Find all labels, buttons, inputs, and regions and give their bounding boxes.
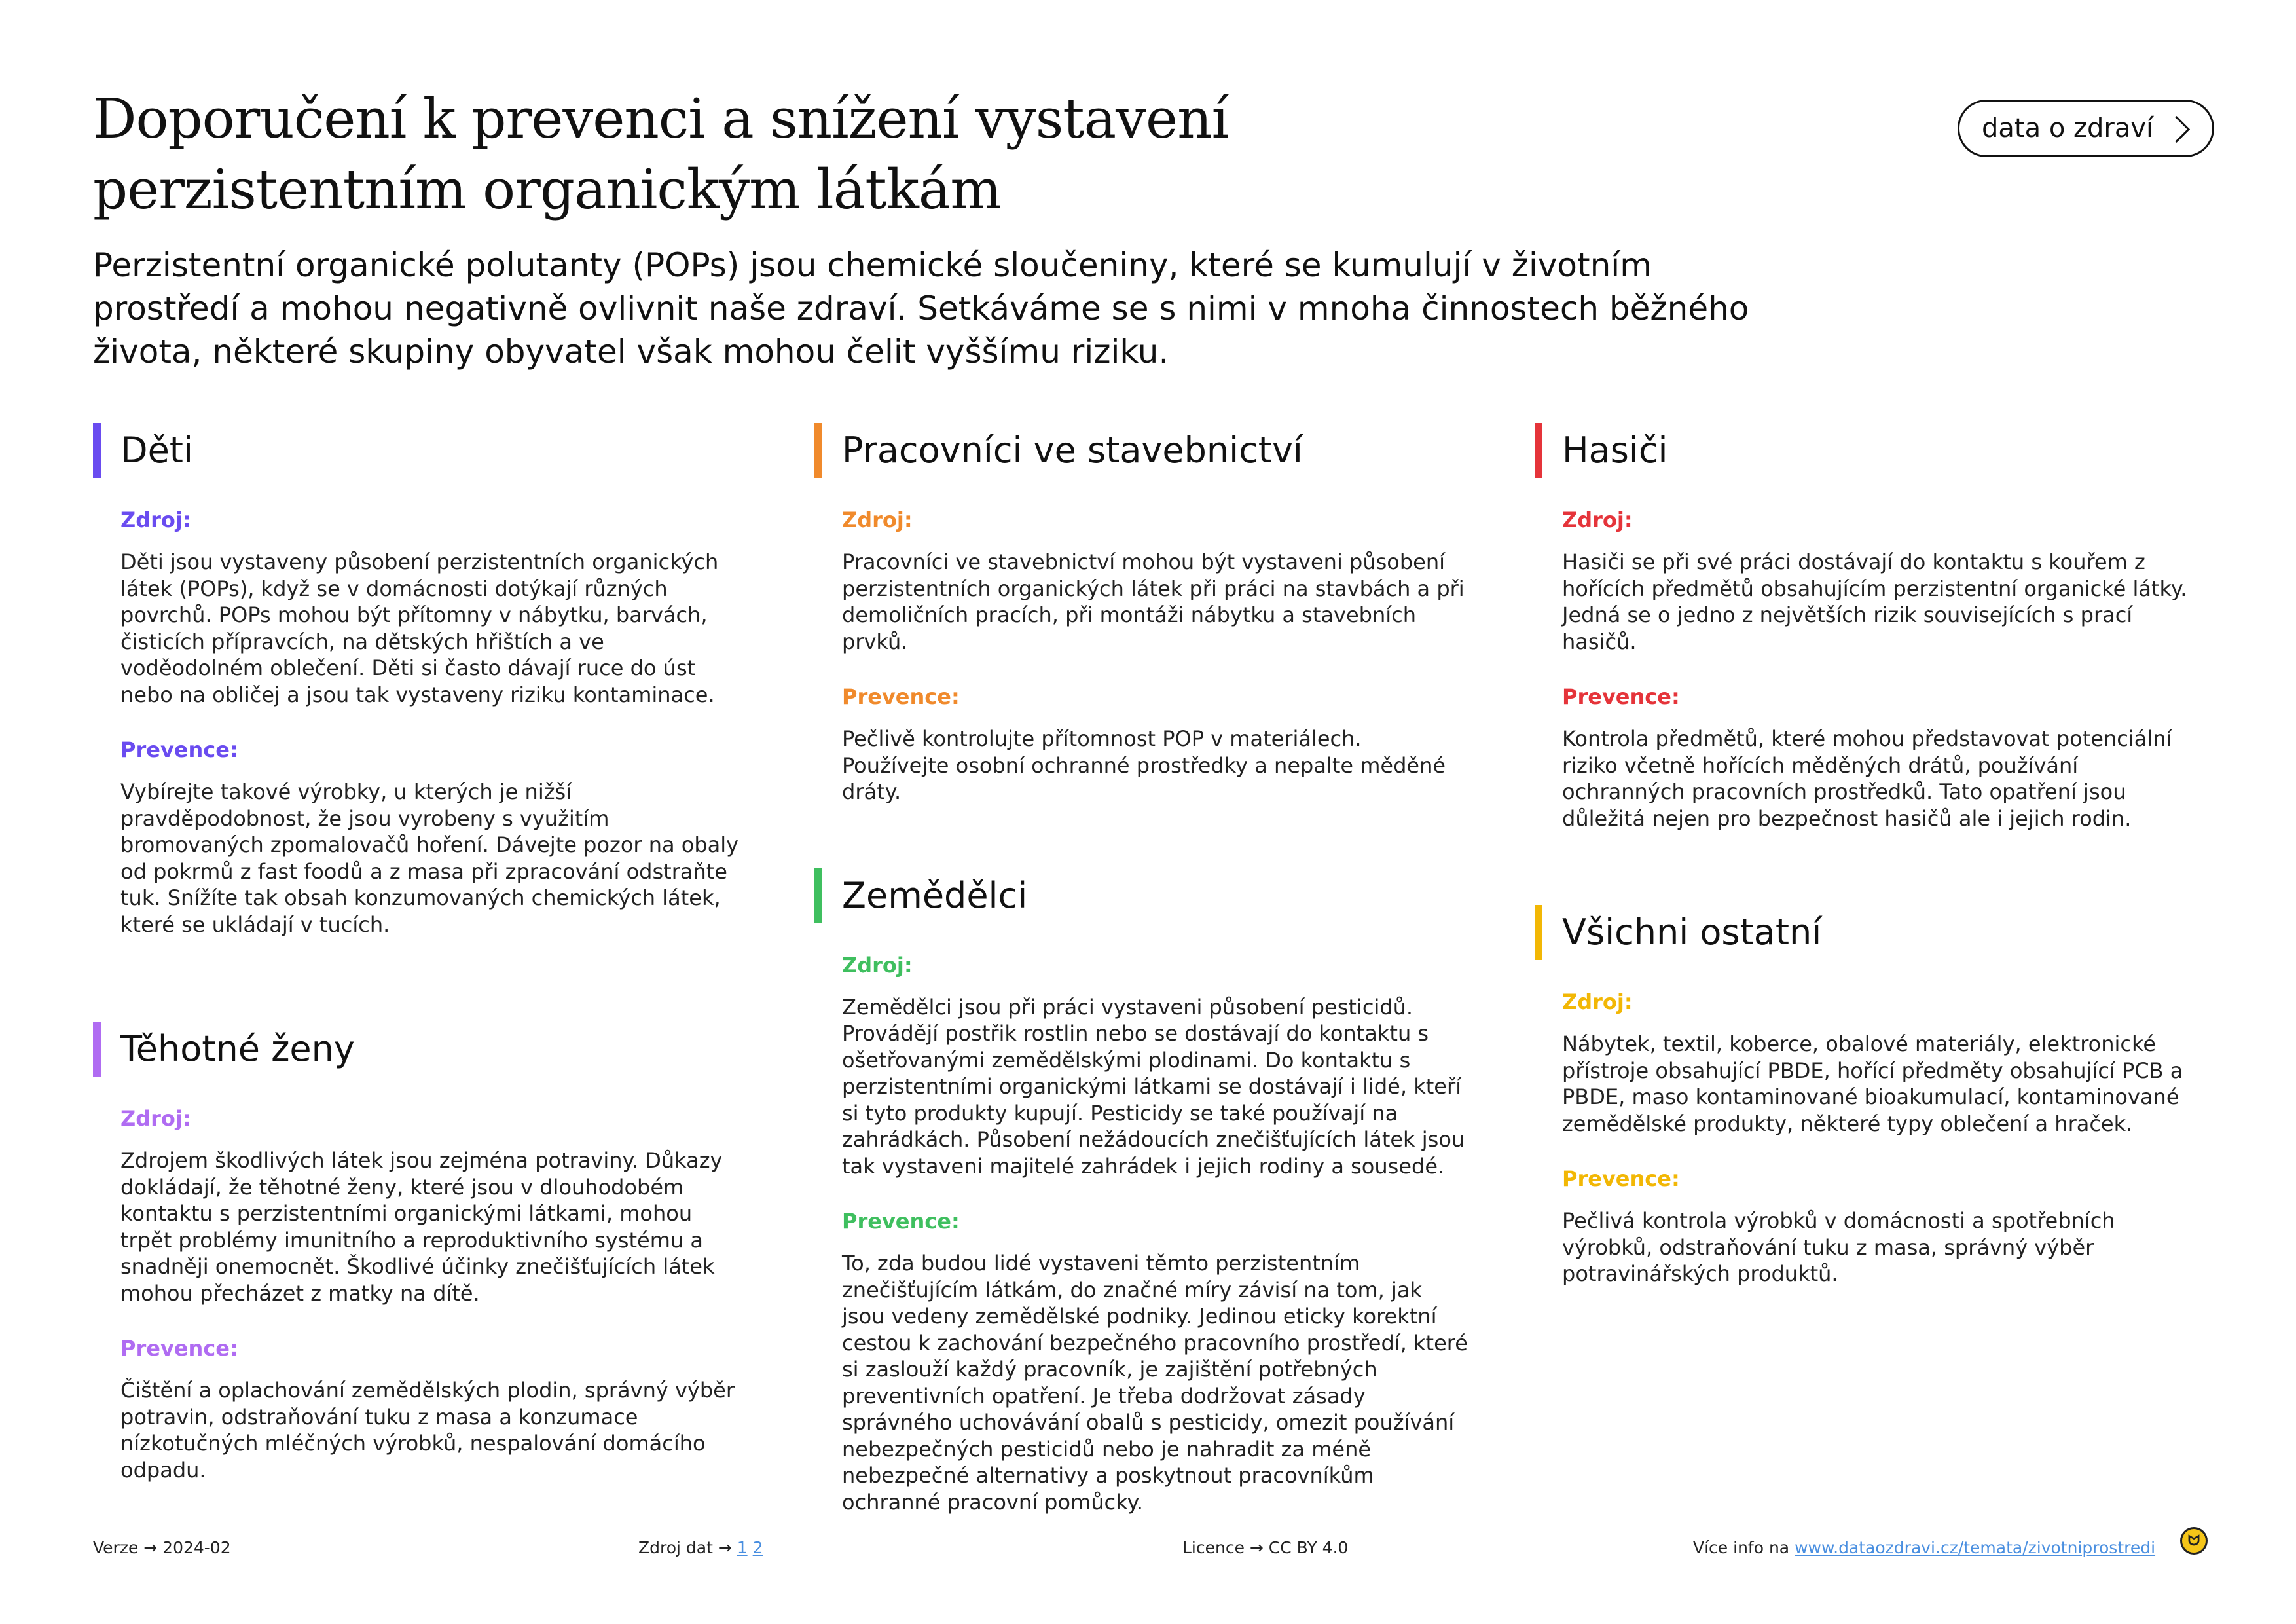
source-text: Zdrojem škodlivých látek jsou zejména potraviny. Důkazy dokládají, že těhotné ženy, které jsou v dlouhodobém kontaktu s perzistentními organickými látkami, mohou trpět problémy imunitního a reproduktivního systému a snadněji onemocnět. Škodlivé účinky znečišťujících látek mohou přecházet z matky na dítě. (120, 1148, 723, 1306)
footer-more-info (1693, 1538, 2155, 1559)
section-title: Těhotné ženy (120, 1028, 355, 1069)
section-title: Pracovníci ve stavebnictví (842, 430, 1303, 471)
prevention-label: Prevence: (842, 1209, 960, 1234)
intro-text: Perzistentní organické polutanty (POPs) jsou chemické sloučeniny, které se kumulují v životním prostředí a mohou negativně ovlivnit naše zdraví. Setkáváme se s nimi v mnoha činnostech běžného života, některé skupiny obyvatel však mohou čelit vyššímu riziku. (93, 246, 1749, 371)
source-label: Zdroj: (120, 1106, 191, 1131)
more-info-prefix: Více info na (1693, 1538, 1790, 1557)
section-accent-bar (93, 1022, 101, 1077)
prevention-text: Vybírejte takové výrobky, u kterých je nižší pravděpodobnost, že jsou vyrobeny s využitím bromovaných zpomalovačů hoření. Dávejte pozor na obaly od pokrmů z fast foodů a z masa při zpracování odstraňte tuk. Snížíte tak obsah konzumovaných chemických látek, které se ukládají v tucích. (120, 779, 739, 937)
prevention-label: Prevence: (842, 684, 960, 709)
section-title: Hasiči (1562, 430, 1668, 471)
source-label: Zdroj: (120, 507, 191, 532)
prevention-text: Kontrola předmětů, které mohou představovat potenciální riziko včetně hořících měděných drátů, používání ochranných pracovních prostředků. Tato opatření jsou důležitá nejen pro bezpečnost hasičů ale i jejich rodin. (1562, 726, 2172, 831)
section-tehotne-zeny (93, 1022, 748, 1483)
section-vsichni-ostatni (1535, 905, 2189, 1287)
footer-version: Verze → 2024-02 (93, 1538, 231, 1557)
prevention-text: Pečlivá kontrola výrobků v domácnosti a spotřebních výrobků, odstraňování tuku z masa, správný výběr potravinářských produktů. (1562, 1208, 2115, 1286)
link-label: data o zdraví (1982, 113, 2154, 143)
column-1 (93, 423, 748, 1483)
footer-license: Licence → CC BY 4.0 (1182, 1538, 1349, 1557)
source-text: Pracovníci ve stavebnictví mohou být vystaveni působení perzistentních organických látek při práci na stavbách a při demoličních pracích, při montáži nábytku a stavebních prvků. (842, 549, 1465, 654)
section-deti (93, 423, 748, 938)
section-accent-bar (1535, 905, 1542, 960)
source-text: Nábytek, textil, koberce, obalové materiály, elektronické přístroje obsahující PBDE, hořící předměty obsahující PCB a PBDE, maso kontaminované bioakumulací, kontaminované zemědělské produkty, některé typy oblečení a hraček. (1562, 1031, 2183, 1136)
source-label: Zdroj: (842, 507, 913, 532)
prevention-label: Prevence: (1562, 684, 1680, 709)
prevention-label: Prevence: (1562, 1166, 1680, 1191)
source-label: Zdroj: (1562, 507, 1633, 532)
section-accent-bar (1535, 423, 1542, 478)
page-title (93, 84, 1337, 225)
source-label: Zdroj: (842, 952, 913, 978)
section-zemedelci (814, 868, 1469, 1516)
dataozdravi-logo-icon: ᗢ (2180, 1527, 2208, 1555)
prevention-label: Prevence: (120, 1336, 238, 1361)
source-text: Hasiči se při své práci dostávají do kontaktu s kouřem z hořících předmětů obsahujícím perzistentní organické látky. Jedná se o jedno z největších rizik souvisejících s prací hasičů. (1562, 549, 2187, 654)
section-accent-bar (93, 423, 101, 478)
section-stavebnictvi (814, 423, 1469, 805)
section-title: Děti (120, 430, 193, 471)
prevention-text: Pečlivě kontrolujte přítomnost POP v materiálech. Používejte osobní ochranné prostředky a nepalte měděné dráty. (842, 726, 1446, 804)
more-info-link[interactable]: www.dataozdravi.cz/temata/zivotniprostredi (1795, 1538, 2156, 1557)
column-3 (1535, 423, 2189, 1287)
prevention-label: Prevence: (120, 737, 238, 762)
chevron-right-icon (2163, 116, 2190, 143)
source-label: Zdroj: (1562, 989, 1633, 1014)
section-title: Všichni ostatní (1562, 912, 1822, 953)
section-hasici (1535, 423, 2189, 832)
source-text: Zemědělci jsou při práci vystaveni působení pesticidů. Provádějí postřik rostlin nebo se dostávají do kontaktu s ošetřovanými zemědělskými plodinami. Do kontaktu s perzistentními organickými látkami se dostávají i lidé, kteří si tyto produkty kupují. Pesticidy se také používají na zahrádkách. Působení nežádoucích znečišťujících látek jsou tak vystaveni majitelé zahrádek i jejich rodiny a sousedé. (842, 994, 1465, 1179)
source-link-1[interactable]: 1 (737, 1538, 748, 1557)
prevention-text: To, zda budou lidé vystaveni těmto perzistentním znečišťujícím látkám, do značné míry závisí na tom, jak jsou vedeny zemědělské podniky. Jedinou eticky korektní cestou k zachování bezpečného pracovního prostředí, které si zaslouží každý pracovník, je zajištění potřebných preventivních opatření. Je třeba dodržovat zásady správného uchovávání obalů s pesticidy, omezit používání nebezpečných pesticidů nebo je nahradit za méně nebezpečné alternativy a poskytnout pracovníkům ochranné pracovní pomůcky. (842, 1251, 1468, 1515)
section-accent-bar (814, 868, 822, 923)
section-accent-bar (814, 423, 822, 478)
title-line-1: Doporučení k prevenci a snížení vystavení (93, 87, 1229, 151)
title-line-2: perzistentním organickým látkám (93, 158, 1002, 221)
prevention-text: Čištění a oplachování zemědělských plodin, správný výběr potravin, odstraňování tuku z masa a konzumace nízkotučných mléčných výrobků, nespalování domácího odpadu. (120, 1378, 735, 1483)
section-title: Zemědělci (842, 874, 1028, 916)
footer-sources (638, 1538, 763, 1559)
source-text: Děti jsou vystaveny působení perzistentních organických látek (POPs), když se v domácnosti dotýkají různých povrchů. POPs mohou být přítomny v nábytku, barvách, čisticích přípravcích, na dětských hřištích a ve voděodolném oblečení. Děti si často dávají ruce do úst nebo na obličej a jsou tak vystaveny riziku kontaminace. (120, 549, 719, 707)
data-o-zdravi-link[interactable] (1958, 100, 2214, 157)
column-2 (814, 423, 1469, 1515)
source-link-2[interactable]: 2 (752, 1538, 763, 1557)
sources-prefix: Zdroj dat → (638, 1538, 732, 1557)
